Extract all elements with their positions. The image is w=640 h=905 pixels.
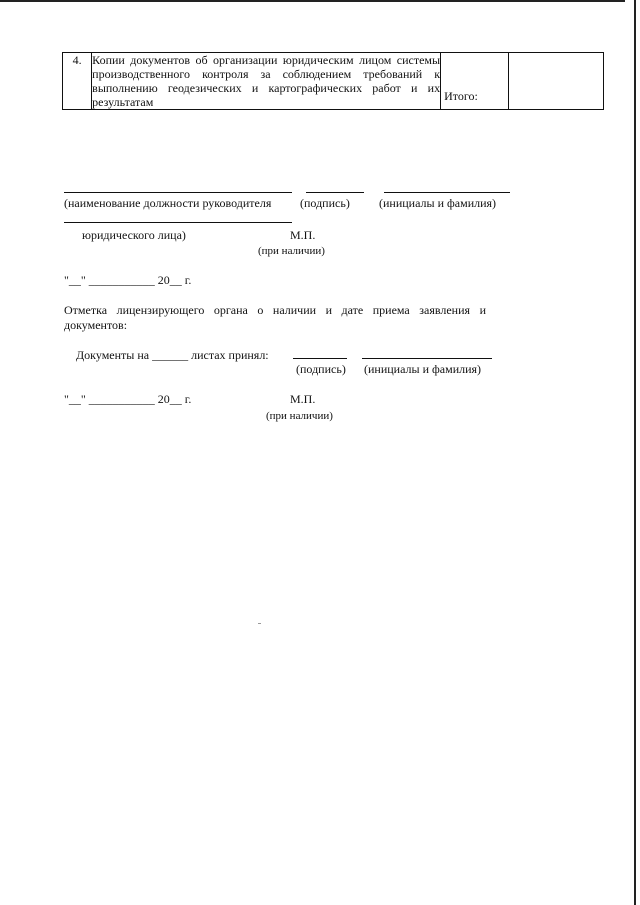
licensing-mark-text: Отметка лицензирующего органа о наличии и дате приема заявления и документов: <box>64 303 486 332</box>
entity-line <box>64 222 292 223</box>
seal-note: (при наличии) <box>258 245 325 257</box>
row-description: Копии документов об организации юридическим лицом системы производственного контроля за соблюдением требований к выполнению геодезических и картографических работ и их результатам <box>92 53 441 109</box>
total-cell <box>441 53 509 110</box>
table-row <box>63 53 604 110</box>
acceptance-date-line: "__" ___________ 20__ г. <box>64 392 192 406</box>
acceptor-initials-label: (инициалы и фамилия) <box>364 362 482 376</box>
initials-label: (инициалы и фамилия) <box>379 196 497 210</box>
acceptor-initials-line <box>362 358 492 359</box>
acceptor-signature-line <box>293 358 347 359</box>
row-number: 4. <box>63 53 92 110</box>
total-label: Итого: <box>444 89 478 103</box>
acceptance-seal-label: М.П. <box>290 392 316 406</box>
seal-label: М.П. <box>290 228 316 242</box>
position-line <box>64 192 292 193</box>
signature-label: (подпись) <box>300 196 350 210</box>
initials-line <box>384 192 510 193</box>
date-line: "__" ___________ 20__ г. <box>64 273 192 287</box>
empty-cell <box>509 53 604 110</box>
position-label: (наименование должности руководителя <box>64 196 272 210</box>
page-frame-top <box>0 0 625 2</box>
scan-speck <box>258 623 261 624</box>
signature-line <box>306 192 364 193</box>
documents-accepted-label: Документы на ______ листах принял: <box>76 348 269 362</box>
page-frame-right <box>634 0 636 905</box>
acceptor-signature-label: (подпись) <box>296 362 346 376</box>
documents-table <box>62 52 604 110</box>
entity-label: юридического лица) <box>82 228 186 242</box>
acceptance-seal-note: (при наличии) <box>266 410 333 422</box>
